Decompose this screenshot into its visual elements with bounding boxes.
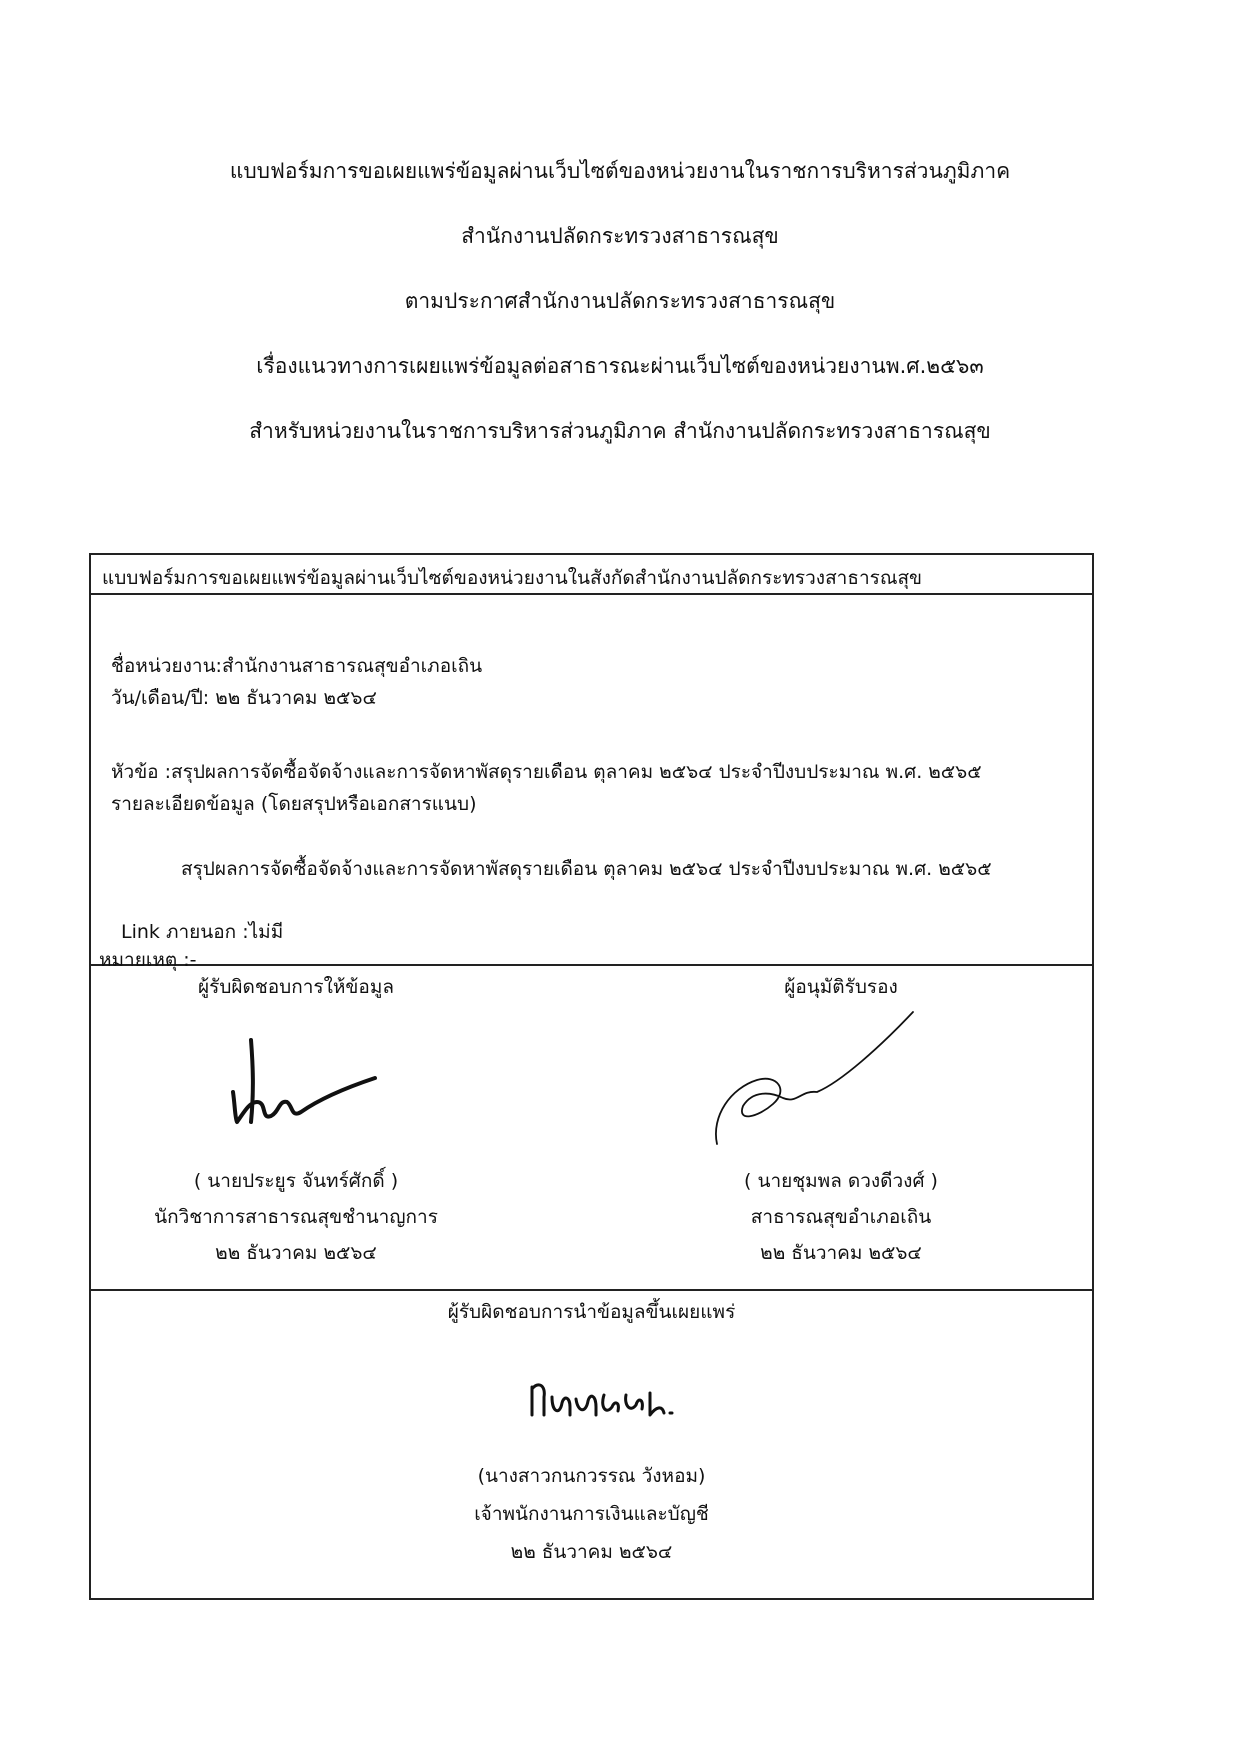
responsible-name: ( นายประยูร จันทร์ศักดิ์ )	[193, 1170, 399, 1192]
signatures-section	[91, 966, 1092, 1291]
approver-signer	[711, 966, 971, 1286]
responsible-signer	[131, 966, 461, 1286]
detail-text: สรุปผลการจัดซื้อจัดจ้างและการจัดหาพัสดุรายเดือน ตุลาคม ๒๕๖๔ ประจำปีงบประมาณ พ.ศ. ๒๕๖๕	[181, 858, 992, 880]
responsible-date: ๒๒ ธันวาคม ๒๕๖๔	[215, 1242, 377, 1264]
approver-name: ( นายชุมพล ดวงดีวงศ์ )	[744, 1170, 938, 1192]
header-line-1: แบบฟอร์มการขอเผยแพร่ข้อมูลผ่านเว็บไซต์ของหน่วยงานในราชการบริหารส่วนภูมิภาค	[229, 159, 1011, 183]
header-line-3: ตามประกาศสำนักงานปลัดกระทรวงสาธารณสุข	[404, 289, 836, 313]
form-title: แบบฟอร์มการขอเผยแพร่ข้อมูลผ่านเว็บไซต์ของหน่วยงานในสังกัดสำนักงานปลัดกระทรวงสาธารณสุข	[102, 567, 923, 589]
form-details-section	[91, 595, 1092, 971]
form-date: วัน/เดือน/ปี: ๒๒ ธันวาคม ๒๕๖๔	[111, 687, 377, 709]
subject: หัวข้อ :สรุปผลการจัดซื้อจัดจ้างและการจัดหาพัสดุรายเดือน ตุลาคม ๒๕๖๔ ประจำปีงบประมาณ พ.ศ. ๒๕๖๕	[111, 761, 982, 783]
publisher-position: เจ้าพนักงานการเงินและบัญชี	[474, 1503, 709, 1525]
header-line-5: สำหรับหน่วยงานในราชการบริหารส่วนภูมิภาค สำนักงานปลัดกระทรวงสาธารณสุข	[249, 419, 991, 443]
approver-heading: ผู้อนุมัติรับรอง	[784, 976, 898, 998]
responsible-signature	[221, 1036, 381, 1131]
header-line-2: สำนักงานปลัดกระทรวงสาธารณสุข	[461, 224, 779, 248]
publisher-date: ๒๒ ธันวาคม ๒๕๖๔	[510, 1541, 673, 1563]
form-box	[89, 553, 1094, 1600]
approver-signature	[701, 1006, 921, 1156]
publisher-signer	[91, 1291, 1092, 1596]
responsible-heading: ผู้รับผิดชอบการให้ข้อมูล	[198, 976, 394, 998]
approver-position: สาธารณสุขอำเภอเถิน	[750, 1206, 932, 1228]
publisher-name: (นางสาวกนกวรรณ วังหอม)	[477, 1465, 706, 1487]
external-link: Link ภายนอก :ไม่มี	[121, 921, 284, 943]
publisher-heading: ผู้รับผิดชอบการนำข้อมูลขึ้นเผยแพร่	[447, 1301, 736, 1323]
form-title-row	[91, 555, 1092, 595]
publisher-section	[91, 1291, 1092, 1598]
approver-date: ๒๒ ธันวาคม ๒๕๖๔	[760, 1242, 922, 1264]
document-header	[0, 150, 1240, 475]
header-line-4: เรื่องแนวทางการเผยแพร่ข้อมูลต่อสาธารณะผ่านเว็บไซต์ของหน่วยงานพ.ศ.๒๕๖๓	[256, 354, 984, 378]
detail-label: รายละเอียดข้อมูล (โดยสรุปหรือเอกสารแนบ)	[111, 793, 477, 815]
agency-name: ชื่อหน่วยงาน:สำนักงานสาธารณสุขอำเภอเถิน	[111, 655, 483, 677]
publisher-signature	[526, 1377, 676, 1421]
remark: หมายเหตุ :-	[99, 949, 197, 971]
responsible-position: นักวิชาการสาธารณสุขชำนาญการ	[154, 1206, 438, 1228]
